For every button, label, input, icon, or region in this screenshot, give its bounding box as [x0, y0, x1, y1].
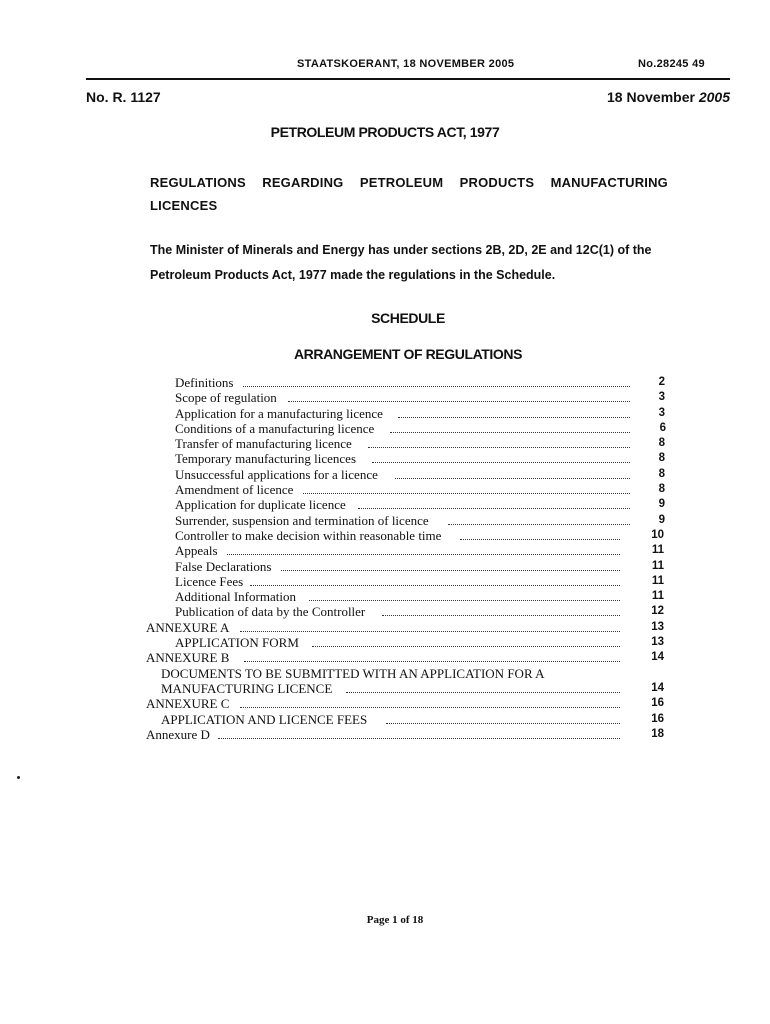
notice-date-day-month: 18 November	[607, 89, 699, 105]
toc-entry	[0, 528, 770, 543]
toc-dot-leader	[346, 692, 620, 693]
toc-entry-title: Scope of regulation	[175, 390, 277, 406]
toc-entry-title: DOCUMENTS TO BE SUBMITTED WITH AN APPLICATION FOR A	[161, 665, 545, 681]
toc-dot-leader	[368, 447, 630, 448]
toc-entry	[0, 390, 770, 405]
toc-entry	[0, 681, 770, 696]
notice-number: No. R. 1127	[86, 89, 161, 105]
toc-dot-leader	[288, 401, 630, 402]
toc-entry	[0, 650, 770, 665]
intro-paragraph: The Minister of Minerals and Energy has under sections 2B, 2D, 2E and 12C(1) of the Petroleum Products Act, 1977 made the regulations in the Schedule.	[150, 243, 652, 282]
toc-dot-leader	[395, 478, 630, 479]
toc-dot-leader	[448, 524, 630, 525]
toc-entry	[0, 727, 770, 742]
toc-entry-page: 8	[658, 452, 665, 465]
toc-entry-title: Definitions	[175, 375, 234, 390]
toc-entry-page: 14	[651, 651, 664, 664]
toc-entry-title: Conditions of a manufacturing licence	[175, 420, 375, 436]
toc-dot-leader	[309, 600, 620, 601]
toc-dot-leader	[240, 631, 620, 632]
toc-entry-title: ANNEXURE B	[146, 650, 230, 666]
toc-entry	[0, 451, 770, 466]
toc-entry-title: ANNEXURE A	[146, 619, 230, 635]
toc-entry-title: Application for duplicate licence	[175, 497, 346, 513]
toc-dot-leader	[218, 738, 620, 739]
toc-entry	[0, 574, 770, 589]
toc-entry-page: 12	[651, 605, 664, 618]
toc-entry-title: Annexure D	[146, 726, 210, 742]
toc-dot-leader	[240, 707, 620, 708]
toc-entry	[0, 421, 770, 436]
toc-entry	[0, 436, 770, 451]
toc-entry	[0, 375, 770, 390]
toc-dot-leader	[386, 723, 620, 724]
toc-entry-title: Publication of data by the Controller	[175, 604, 366, 620]
toc-entry	[0, 559, 770, 574]
toc-dot-leader	[303, 493, 630, 494]
toc-dot-leader	[358, 508, 630, 509]
toc-dot-leader	[460, 539, 620, 540]
table-of-contents	[0, 375, 770, 742]
toc-entry-page: 8	[658, 483, 665, 496]
toc-entry	[0, 712, 770, 727]
toc-entry-title: Temporary manufacturing licences	[175, 451, 357, 467]
arrangement-heading: ARRANGEMENT OF REGULATIONS	[293, 346, 523, 362]
toc-entry-page: 8	[658, 467, 665, 480]
toc-entry-title: Surrender, suspension and termination of licence	[175, 512, 429, 528]
toc-dot-leader	[250, 585, 620, 586]
toc-entry-page: 10	[651, 528, 664, 541]
act-title: PETROLEUM PRODUCTS ACT, 1977	[270, 124, 500, 140]
toc-entry-title: Amendment of licence	[175, 482, 294, 498]
toc-entry-page: 13	[651, 636, 664, 649]
toc-entry	[0, 406, 770, 421]
page-footer: Page 1 of 18	[366, 914, 424, 926]
toc-entry	[0, 620, 770, 635]
toc-entry-title: Application for a manufacturing licence	[175, 405, 383, 421]
toc-entry-page: 11	[651, 590, 664, 603]
toc-entry-page: 13	[651, 620, 664, 633]
toc-entry-page: 14	[651, 681, 664, 694]
toc-entry-title: Controller to make decision within reasonable time	[175, 527, 442, 543]
toc-entry-title: Transfer of manufacturing licence	[175, 436, 352, 452]
toc-entry-title: False Declarations	[175, 558, 272, 574]
toc-entry	[0, 635, 770, 650]
toc-entry-title: ANNEXURE C	[146, 696, 230, 712]
notice-date	[607, 89, 730, 105]
toc-entry-page: 11	[651, 544, 664, 557]
toc-dot-leader	[398, 417, 630, 418]
toc-dot-leader	[372, 462, 630, 463]
toc-entry-title: Licence Fees	[175, 573, 244, 589]
toc-entry	[0, 666, 770, 681]
toc-entry-page: 11	[651, 574, 664, 587]
notice-date-year: 2005	[698, 89, 730, 105]
toc-entry-page: 11	[651, 559, 664, 572]
toc-dot-leader	[281, 570, 620, 571]
toc-entry-page: 3	[658, 391, 665, 404]
toc-entry-page: 8	[658, 437, 665, 450]
toc-dot-leader	[227, 554, 620, 555]
toc-entry-page: 3	[658, 406, 665, 419]
toc-entry-title: Additional Information	[175, 589, 296, 605]
toc-dot-leader	[382, 615, 620, 616]
toc-dot-leader	[312, 646, 620, 647]
gazette-header: STAATSKOERANT, 18 NOVEMBER 2005	[297, 58, 515, 70]
toc-entry-page: 16	[651, 712, 664, 725]
toc-entry-page: 18	[651, 727, 664, 740]
toc-dot-leader	[390, 432, 630, 433]
toc-entry	[0, 513, 770, 528]
toc-entry	[0, 543, 770, 558]
toc-dot-leader	[244, 661, 620, 662]
scan-speck	[17, 776, 20, 779]
toc-entry-title: MANUFACTURING LICENCE	[161, 680, 333, 696]
gazette-number-page: No.28245 49	[638, 58, 705, 70]
toc-entry-page: 16	[651, 697, 664, 710]
schedule-heading: SCHEDULE	[371, 310, 445, 326]
toc-entry	[0, 467, 770, 482]
toc-entry	[0, 604, 770, 619]
toc-entry-page: 9	[658, 498, 665, 511]
toc-entry	[0, 696, 770, 711]
toc-entry	[0, 589, 770, 604]
toc-dot-leader	[243, 386, 630, 387]
toc-entry	[0, 497, 770, 512]
toc-entry-title: Unsuccessful applications for a licence	[175, 466, 378, 482]
toc-entry-page: 6	[659, 421, 666, 434]
toc-entry-title: APPLICATION FORM	[175, 635, 299, 651]
toc-entry-page: 2	[658, 376, 665, 388]
toc-entry	[0, 482, 770, 497]
toc-entry-page: 9	[658, 513, 665, 526]
toc-entry-title: APPLICATION AND LICENCE FEES	[161, 711, 368, 727]
toc-entry-title: Appeals	[175, 543, 218, 559]
header-rule	[86, 78, 730, 80]
regulations-title: REGULATIONS REGARDING PETROLEUM PRODUCTS MANUFACTURING LICENCES	[150, 175, 668, 213]
